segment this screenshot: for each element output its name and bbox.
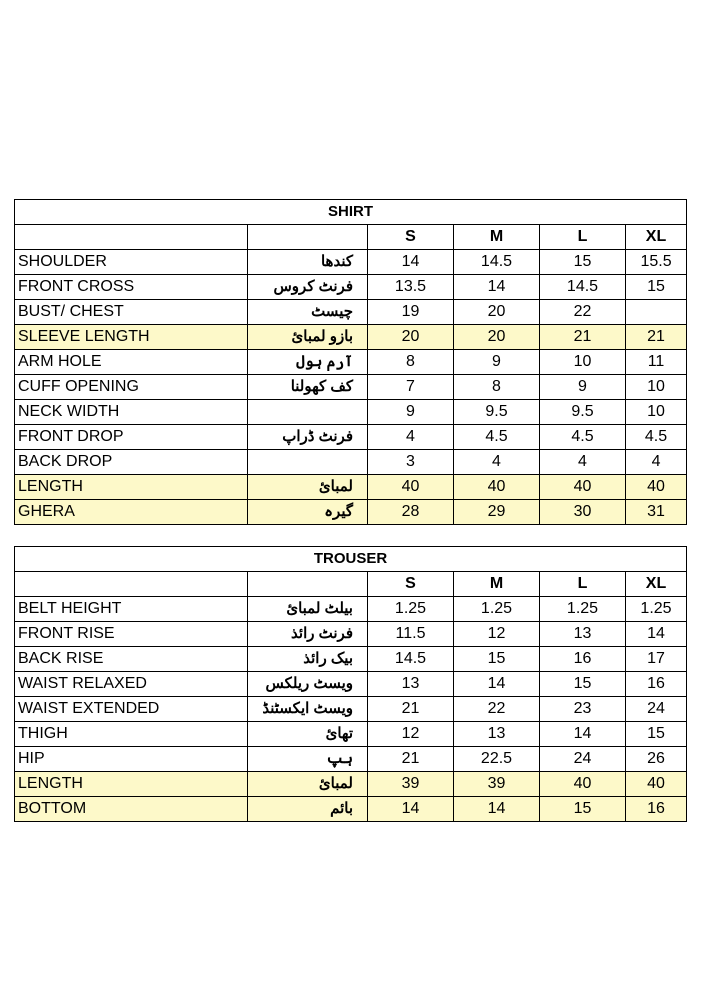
size-value-m: 14 (454, 672, 540, 697)
size-value-xl: 15 (626, 722, 687, 747)
measurement-urdu-label: کف کھولنا (248, 375, 368, 400)
size-value-xl: 40 (626, 475, 687, 500)
size-value-xl: 4 (626, 450, 687, 475)
size-value-l: 16 (540, 647, 626, 672)
size-value-l: 40 (540, 772, 626, 797)
size-value-xl: 1.25 (626, 597, 687, 622)
size-header-s: S (368, 225, 454, 250)
trouser-header-row (15, 572, 687, 597)
trouser-title-row (15, 547, 687, 572)
size-header-m: M (454, 225, 540, 250)
size-value-m: 39 (454, 772, 540, 797)
size-header-xl: XL (626, 225, 687, 250)
size-value-xl: 40 (626, 772, 687, 797)
table-row (15, 475, 687, 500)
size-value-m: 20 (454, 325, 540, 350)
table-row (15, 275, 687, 300)
size-value-m: 22.5 (454, 747, 540, 772)
size-value-s: 28 (368, 500, 454, 525)
header-blank-cell (248, 572, 368, 597)
size-value-s: 12 (368, 722, 454, 747)
size-value-xl: 14 (626, 622, 687, 647)
size-value-s: 13.5 (368, 275, 454, 300)
measurement-urdu-label: فرنٹ کروس (248, 275, 368, 300)
size-value-xl: 16 (626, 797, 687, 822)
table-row (15, 797, 687, 822)
size-value-s: 1.25 (368, 597, 454, 622)
size-value-l: 4.5 (540, 425, 626, 450)
table-row (15, 350, 687, 375)
size-value-s: 20 (368, 325, 454, 350)
size-value-l: 9.5 (540, 400, 626, 425)
size-value-m: 40 (454, 475, 540, 500)
measurement-urdu-label: تھائ (248, 722, 368, 747)
size-value-l: 9 (540, 375, 626, 400)
size-value-m: 8 (454, 375, 540, 400)
size-value-l: 10 (540, 350, 626, 375)
size-value-l: 22 (540, 300, 626, 325)
size-value-s: 14 (368, 250, 454, 275)
size-value-l: 14.5 (540, 275, 626, 300)
size-value-s: 39 (368, 772, 454, 797)
measurement-label: ARM HOLE (15, 350, 248, 375)
measurement-label: FRONT RISE (15, 622, 248, 647)
size-value-m: 1.25 (454, 597, 540, 622)
measurement-label: BOTTOM (15, 797, 248, 822)
table-row (15, 722, 687, 747)
measurement-label: BUST/ CHEST (15, 300, 248, 325)
size-value-s: 21 (368, 697, 454, 722)
shirt-header-row (15, 225, 687, 250)
measurement-urdu-label: فرنٹ ڈراپ (248, 425, 368, 450)
trouser-size-table (14, 546, 687, 822)
size-value-l: 1.25 (540, 597, 626, 622)
measurement-label: LENGTH (15, 475, 248, 500)
measurement-urdu-label: آرم ہول (248, 350, 368, 375)
measurement-label: NECK WIDTH (15, 400, 248, 425)
size-value-m: 14.5 (454, 250, 540, 275)
measurement-urdu-label: بائم (248, 797, 368, 822)
size-value-s: 7 (368, 375, 454, 400)
measurement-urdu-label: ویسٹ ایکسٹنڈ (248, 697, 368, 722)
size-value-xl: 17 (626, 647, 687, 672)
size-value-m: 14 (454, 275, 540, 300)
table-row (15, 400, 687, 425)
size-value-m: 13 (454, 722, 540, 747)
measurement-label: SLEEVE LENGTH (15, 325, 248, 350)
measurement-label: FRONT DROP (15, 425, 248, 450)
measurement-urdu-label (248, 450, 368, 475)
size-value-xl: 11 (626, 350, 687, 375)
size-value-m: 29 (454, 500, 540, 525)
measurement-label: BELT HEIGHT (15, 597, 248, 622)
measurement-urdu-label: فرنٹ رائذ (248, 622, 368, 647)
shirt-size-table (14, 199, 687, 525)
size-value-l: 40 (540, 475, 626, 500)
measurement-label: WAIST EXTENDED (15, 697, 248, 722)
size-value-xl: 16 (626, 672, 687, 697)
measurement-label: THIGH (15, 722, 248, 747)
shirt-table-title: SHIRT (15, 200, 687, 225)
measurement-urdu-label: بازو لمبائ (248, 325, 368, 350)
size-value-s: 19 (368, 300, 454, 325)
size-value-l: 23 (540, 697, 626, 722)
size-value-xl (626, 300, 687, 325)
size-value-xl: 24 (626, 697, 687, 722)
measurement-urdu-label: گیرہ (248, 500, 368, 525)
measurement-urdu-label: بیک رائذ (248, 647, 368, 672)
size-value-s: 40 (368, 475, 454, 500)
size-value-s: 13 (368, 672, 454, 697)
measurement-label: LENGTH (15, 772, 248, 797)
shirt-table-body (15, 200, 687, 525)
size-value-s: 14 (368, 797, 454, 822)
table-row (15, 300, 687, 325)
size-value-l: 14 (540, 722, 626, 747)
size-value-m: 15 (454, 647, 540, 672)
table-row (15, 450, 687, 475)
size-value-m: 12 (454, 622, 540, 647)
measurement-urdu-label: لمبائ (248, 772, 368, 797)
measurement-urdu-label: ہپ (248, 747, 368, 772)
size-value-l: 13 (540, 622, 626, 647)
size-value-m: 14 (454, 797, 540, 822)
size-value-xl: 4.5 (626, 425, 687, 450)
table-row (15, 500, 687, 525)
measurement-label: FRONT CROSS (15, 275, 248, 300)
size-value-xl: 15.5 (626, 250, 687, 275)
size-value-xl: 15 (626, 275, 687, 300)
table-row (15, 647, 687, 672)
table-row (15, 250, 687, 275)
table-row (15, 597, 687, 622)
size-value-xl: 26 (626, 747, 687, 772)
size-value-s: 14.5 (368, 647, 454, 672)
trouser-table-title: TROUSER (15, 547, 687, 572)
table-row (15, 672, 687, 697)
measurement-urdu-label: ویسٹ ریلکس (248, 672, 368, 697)
size-value-s: 9 (368, 400, 454, 425)
measurement-label: BACK RISE (15, 647, 248, 672)
table-row (15, 747, 687, 772)
size-value-s: 8 (368, 350, 454, 375)
size-value-l: 21 (540, 325, 626, 350)
measurement-label: HIP (15, 747, 248, 772)
measurement-label: WAIST RELAXED (15, 672, 248, 697)
size-value-l: 24 (540, 747, 626, 772)
table-row (15, 425, 687, 450)
table-row (15, 375, 687, 400)
size-value-l: 15 (540, 672, 626, 697)
trouser-table-body (15, 547, 687, 822)
size-value-s: 11.5 (368, 622, 454, 647)
header-blank-cell (248, 225, 368, 250)
measurement-urdu-label: چیسٹ (248, 300, 368, 325)
measurement-urdu-label: کندھا (248, 250, 368, 275)
size-value-l: 4 (540, 450, 626, 475)
measurement-urdu-label: لمبائ (248, 475, 368, 500)
size-value-xl: 10 (626, 375, 687, 400)
measurement-urdu-label (248, 400, 368, 425)
size-header-l: L (540, 225, 626, 250)
measurement-label: GHERA (15, 500, 248, 525)
table-row (15, 697, 687, 722)
size-header-l: L (540, 572, 626, 597)
size-value-xl: 10 (626, 400, 687, 425)
size-header-xl: XL (626, 572, 687, 597)
header-blank-cell (15, 225, 248, 250)
size-value-s: 4 (368, 425, 454, 450)
size-value-l: 15 (540, 797, 626, 822)
measurement-label: SHOULDER (15, 250, 248, 275)
size-value-s: 21 (368, 747, 454, 772)
size-value-xl: 21 (626, 325, 687, 350)
size-value-l: 15 (540, 250, 626, 275)
size-header-m: M (454, 572, 540, 597)
measurement-label: CUFF OPENING (15, 375, 248, 400)
size-value-m: 4.5 (454, 425, 540, 450)
header-blank-cell (15, 572, 248, 597)
size-header-s: S (368, 572, 454, 597)
size-value-l: 30 (540, 500, 626, 525)
measurement-urdu-label: بیلٹ لمبائ (248, 597, 368, 622)
size-value-m: 22 (454, 697, 540, 722)
size-value-m: 9 (454, 350, 540, 375)
measurement-label: BACK DROP (15, 450, 248, 475)
table-row (15, 325, 687, 350)
size-value-m: 4 (454, 450, 540, 475)
shirt-title-row (15, 200, 687, 225)
size-value-xl: 31 (626, 500, 687, 525)
size-value-m: 20 (454, 300, 540, 325)
size-value-m: 9.5 (454, 400, 540, 425)
table-row (15, 772, 687, 797)
size-value-s: 3 (368, 450, 454, 475)
table-row (15, 622, 687, 647)
